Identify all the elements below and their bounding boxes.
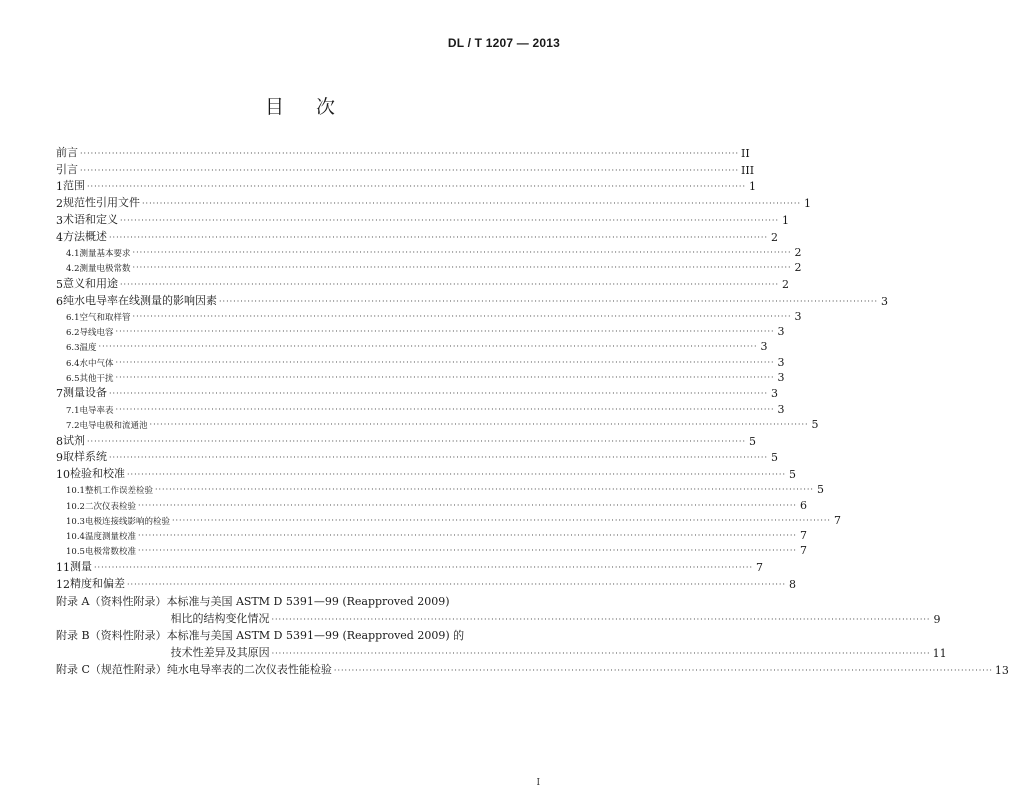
dot-leader [116, 374, 775, 384]
toc-entry[interactable] [56, 527, 807, 542]
toc-entry-page: 3 [777, 355, 785, 369]
dot-leader [80, 150, 739, 160]
toc-entry-label: 水中气体 [79, 358, 114, 369]
toc-entry-label: 试剂 [63, 433, 85, 447]
toc-entry[interactable] [56, 496, 807, 512]
toc-entry[interactable] [56, 448, 778, 465]
dot-leader [109, 234, 768, 244]
toc-entry-label: 意义和用途 [63, 276, 118, 290]
toc-entry-page: 3 [881, 294, 888, 308]
dot-leader [272, 650, 931, 660]
toc-entry[interactable] [56, 542, 807, 558]
dot-leader [87, 438, 746, 448]
appendix-title-line: 相比的结构变化情况 [170, 611, 270, 625]
toc-entry[interactable] [56, 416, 819, 431]
toc-entry[interactable] [56, 210, 789, 227]
toc-entry-label: 方法概述 [63, 229, 107, 243]
dot-leader [94, 564, 753, 574]
dot-leader [334, 667, 993, 677]
appendix-title-line: 技术性差异及其原因 [170, 645, 270, 659]
toc-entry-label: 二次仪表检验 [84, 501, 136, 512]
dot-leader [109, 390, 768, 400]
toc-entry[interactable] [56, 557, 763, 574]
toc-entry-page: II [741, 146, 750, 160]
appendix-list [56, 592, 1009, 677]
toc-entry-number: 10.3 [66, 516, 85, 527]
toc-entry-label: 电导率表 [79, 405, 114, 416]
dot-leader [116, 328, 775, 338]
toc-entry-label: 术语和定义 [63, 212, 118, 226]
toc-entry-label: 检验和校准 [70, 467, 125, 481]
toc-entry[interactable] [56, 177, 756, 194]
toc-entry-number: 9 [56, 451, 63, 465]
appendix-title-line: 纯水电导率表的二次仪表性能检验 [166, 662, 332, 676]
page-number-mark: I [536, 778, 540, 788]
dot-leader [133, 249, 792, 259]
toc-entry-page: 3 [777, 325, 785, 339]
dot-leader [138, 532, 797, 542]
toc-entry-label: 精度和偏差 [70, 576, 125, 590]
dot-leader [116, 406, 775, 416]
toc-entry-number: 7.2 [66, 420, 80, 431]
toc-entry[interactable] [56, 353, 785, 369]
toc-entry-page: 1 [804, 197, 811, 211]
toc-entry-label: 其他干扰 [79, 373, 114, 384]
toc-entry[interactable] [56, 308, 802, 323]
appendix-heading: 附录 B（资料性附录） [56, 628, 167, 642]
page-title: 目次 [264, 96, 367, 118]
toc-entry-number: 10 [56, 468, 70, 482]
toc-entry-number: 4.2 [66, 264, 80, 275]
toc-entry-page: 7 [833, 513, 841, 527]
dot-leader [99, 343, 758, 353]
toc-entry-label: 电极常数校准 [84, 547, 136, 558]
toc-entry-page: III [741, 163, 755, 177]
toc-entry-label: 规范性引用文件 [63, 196, 140, 210]
appendix-entry[interactable] [56, 626, 947, 660]
toc-entry-page: 5 [789, 468, 796, 482]
toc-entry-label: 测量基本要求 [79, 248, 131, 259]
appendix-page: 13 [994, 663, 1009, 677]
toc-entry[interactable] [56, 431, 756, 448]
toc-entry[interactable] [56, 244, 802, 259]
toc-entry[interactable] [56, 291, 888, 308]
toc-entry-number: 2 [56, 197, 63, 211]
toc-entry-page: 3 [777, 370, 785, 384]
appendix-title-line: 本标准与美国 ASTM D 5391—99 (Reapproved 2009) 的 [166, 628, 465, 642]
toc-entry-label: 范围 [63, 179, 85, 193]
toc-entry-page: 7 [799, 544, 807, 558]
dot-leader [109, 454, 768, 464]
toc-entry[interactable] [56, 400, 785, 416]
toc-entry[interactable] [56, 464, 796, 482]
appendix-heading: 附录 C（规范性附录） [56, 662, 167, 676]
toc-entry-label: 取样系统 [63, 450, 107, 464]
toc-entry-label: 电导电极和流通池 [79, 420, 148, 431]
toc-entry-page: 2 [771, 230, 778, 244]
toc-entry-page: 8 [789, 577, 796, 591]
dot-leader [271, 616, 930, 626]
dot-leader [120, 281, 779, 291]
dot-leader [142, 200, 801, 210]
appendix-entry[interactable] [56, 592, 941, 626]
toc-entry-page: 5 [811, 417, 819, 431]
toc-entry-number: 1 [56, 180, 63, 194]
toc-entry[interactable] [56, 369, 785, 384]
toc-entry-number: 10.5 [66, 547, 85, 558]
toc-entry-number: 6.4 [66, 358, 80, 369]
toc-entry-label: 纯水电导率在线测量的影响因素 [63, 293, 217, 307]
toc-entry[interactable] [56, 227, 778, 244]
dot-leader [87, 183, 746, 193]
toc-entry-label: 测量电极常数 [79, 264, 131, 275]
toc-entry-page: 3 [771, 387, 778, 401]
toc-entry[interactable] [56, 481, 824, 497]
toc-entry-label: 测量 [70, 559, 92, 573]
toc-entry-number: 4 [56, 230, 63, 244]
toc-entry-page: 3 [794, 309, 802, 323]
toc-entry-number: 6.3 [66, 343, 80, 354]
toc-entry-number: 7.1 [66, 405, 80, 416]
dot-leader [116, 359, 775, 369]
toc-entry[interactable] [56, 338, 768, 354]
toc-entry-number: 11 [56, 560, 70, 574]
toc-entry-page: 5 [816, 483, 824, 497]
toc-entry-page: 7 [756, 560, 763, 574]
toc-entry-page: 6 [799, 498, 807, 512]
toc-entry-label: 空气和取样管 [79, 312, 131, 323]
toc-entry-number: 7 [56, 387, 63, 401]
toc-entry-number: 10.2 [66, 501, 85, 512]
toc-entry[interactable] [56, 512, 841, 527]
toc-entry-page: 3 [777, 402, 785, 416]
toc-entry-number: 12 [56, 577, 70, 591]
toc-entry-number: 6 [56, 294, 63, 308]
dot-leader [138, 547, 797, 557]
toc-entry-number: 8 [56, 434, 63, 448]
toc-entry-number: 6.5 [66, 373, 80, 384]
dot-leader [150, 421, 809, 431]
toc-entry-page: 2 [782, 277, 789, 291]
table-of-contents [56, 143, 1009, 677]
toc-entry-label: 温度测量校准 [84, 532, 136, 542]
appendix-title-line: 本标准与美国 ASTM D 5391—99 (Reapproved 2009) [166, 594, 450, 608]
toc-entry-page: 2 [794, 245, 802, 259]
toc-entry-label: 测量设备 [63, 386, 107, 400]
toc-entry-number: 6.2 [66, 328, 80, 339]
toc-entry-number: 5 [56, 277, 63, 291]
dot-leader [133, 264, 792, 274]
dot-leader [138, 502, 797, 512]
dot-leader [133, 313, 792, 323]
dot-leader [80, 167, 739, 177]
toc-entry-label: 温度 [79, 343, 97, 354]
dot-leader [155, 486, 814, 496]
toc-entry[interactable] [56, 259, 802, 275]
toc-entry-page: 2 [794, 261, 802, 275]
dot-leader [219, 298, 878, 308]
toc-entry[interactable] [56, 384, 778, 401]
appendix-entry[interactable] [56, 660, 1009, 677]
toc-entry-page: 1 [782, 213, 789, 227]
dot-leader [127, 581, 786, 591]
toc-entry-number: 3 [56, 213, 63, 227]
toc-entry-label: 电极连接线影响的检验 [84, 516, 170, 527]
toc-entry-label: 引言 [56, 162, 78, 176]
toc-entry-page: 5 [749, 434, 756, 448]
toc-entry-label: 前言 [56, 145, 78, 159]
toc-entry-page: 7 [799, 529, 807, 542]
toc-entry[interactable] [56, 274, 789, 291]
toc-entry-label: 整机工作误差检验 [84, 486, 153, 497]
toc-entry-number: 10.1 [66, 486, 85, 497]
appendix-page: 11 [932, 646, 947, 660]
toc-entry-number: 10.4 [66, 532, 85, 542]
toc-entry[interactable] [56, 323, 785, 339]
toc-entry[interactable] [56, 193, 811, 211]
toc-entry-page: 3 [760, 340, 768, 354]
toc-entry[interactable] [56, 160, 755, 177]
toc-entry-page: 1 [749, 180, 756, 194]
document-code: DL / T 1207 — 2013 [447, 36, 560, 50]
toc-entry-number: 4.1 [66, 248, 80, 259]
dot-leader [120, 217, 779, 227]
dot-leader [172, 517, 831, 527]
appendix-heading: 附录 A（资料性附录） [56, 594, 167, 608]
dot-leader [127, 471, 786, 481]
toc-entry-page: 5 [771, 451, 778, 465]
toc-entry-number: 6.1 [66, 312, 80, 323]
toc-entry-label: 导线电容 [79, 328, 114, 339]
toc-entry[interactable] [56, 143, 750, 160]
toc-entry[interactable] [56, 574, 796, 591]
appendix-page: 9 [933, 612, 941, 626]
